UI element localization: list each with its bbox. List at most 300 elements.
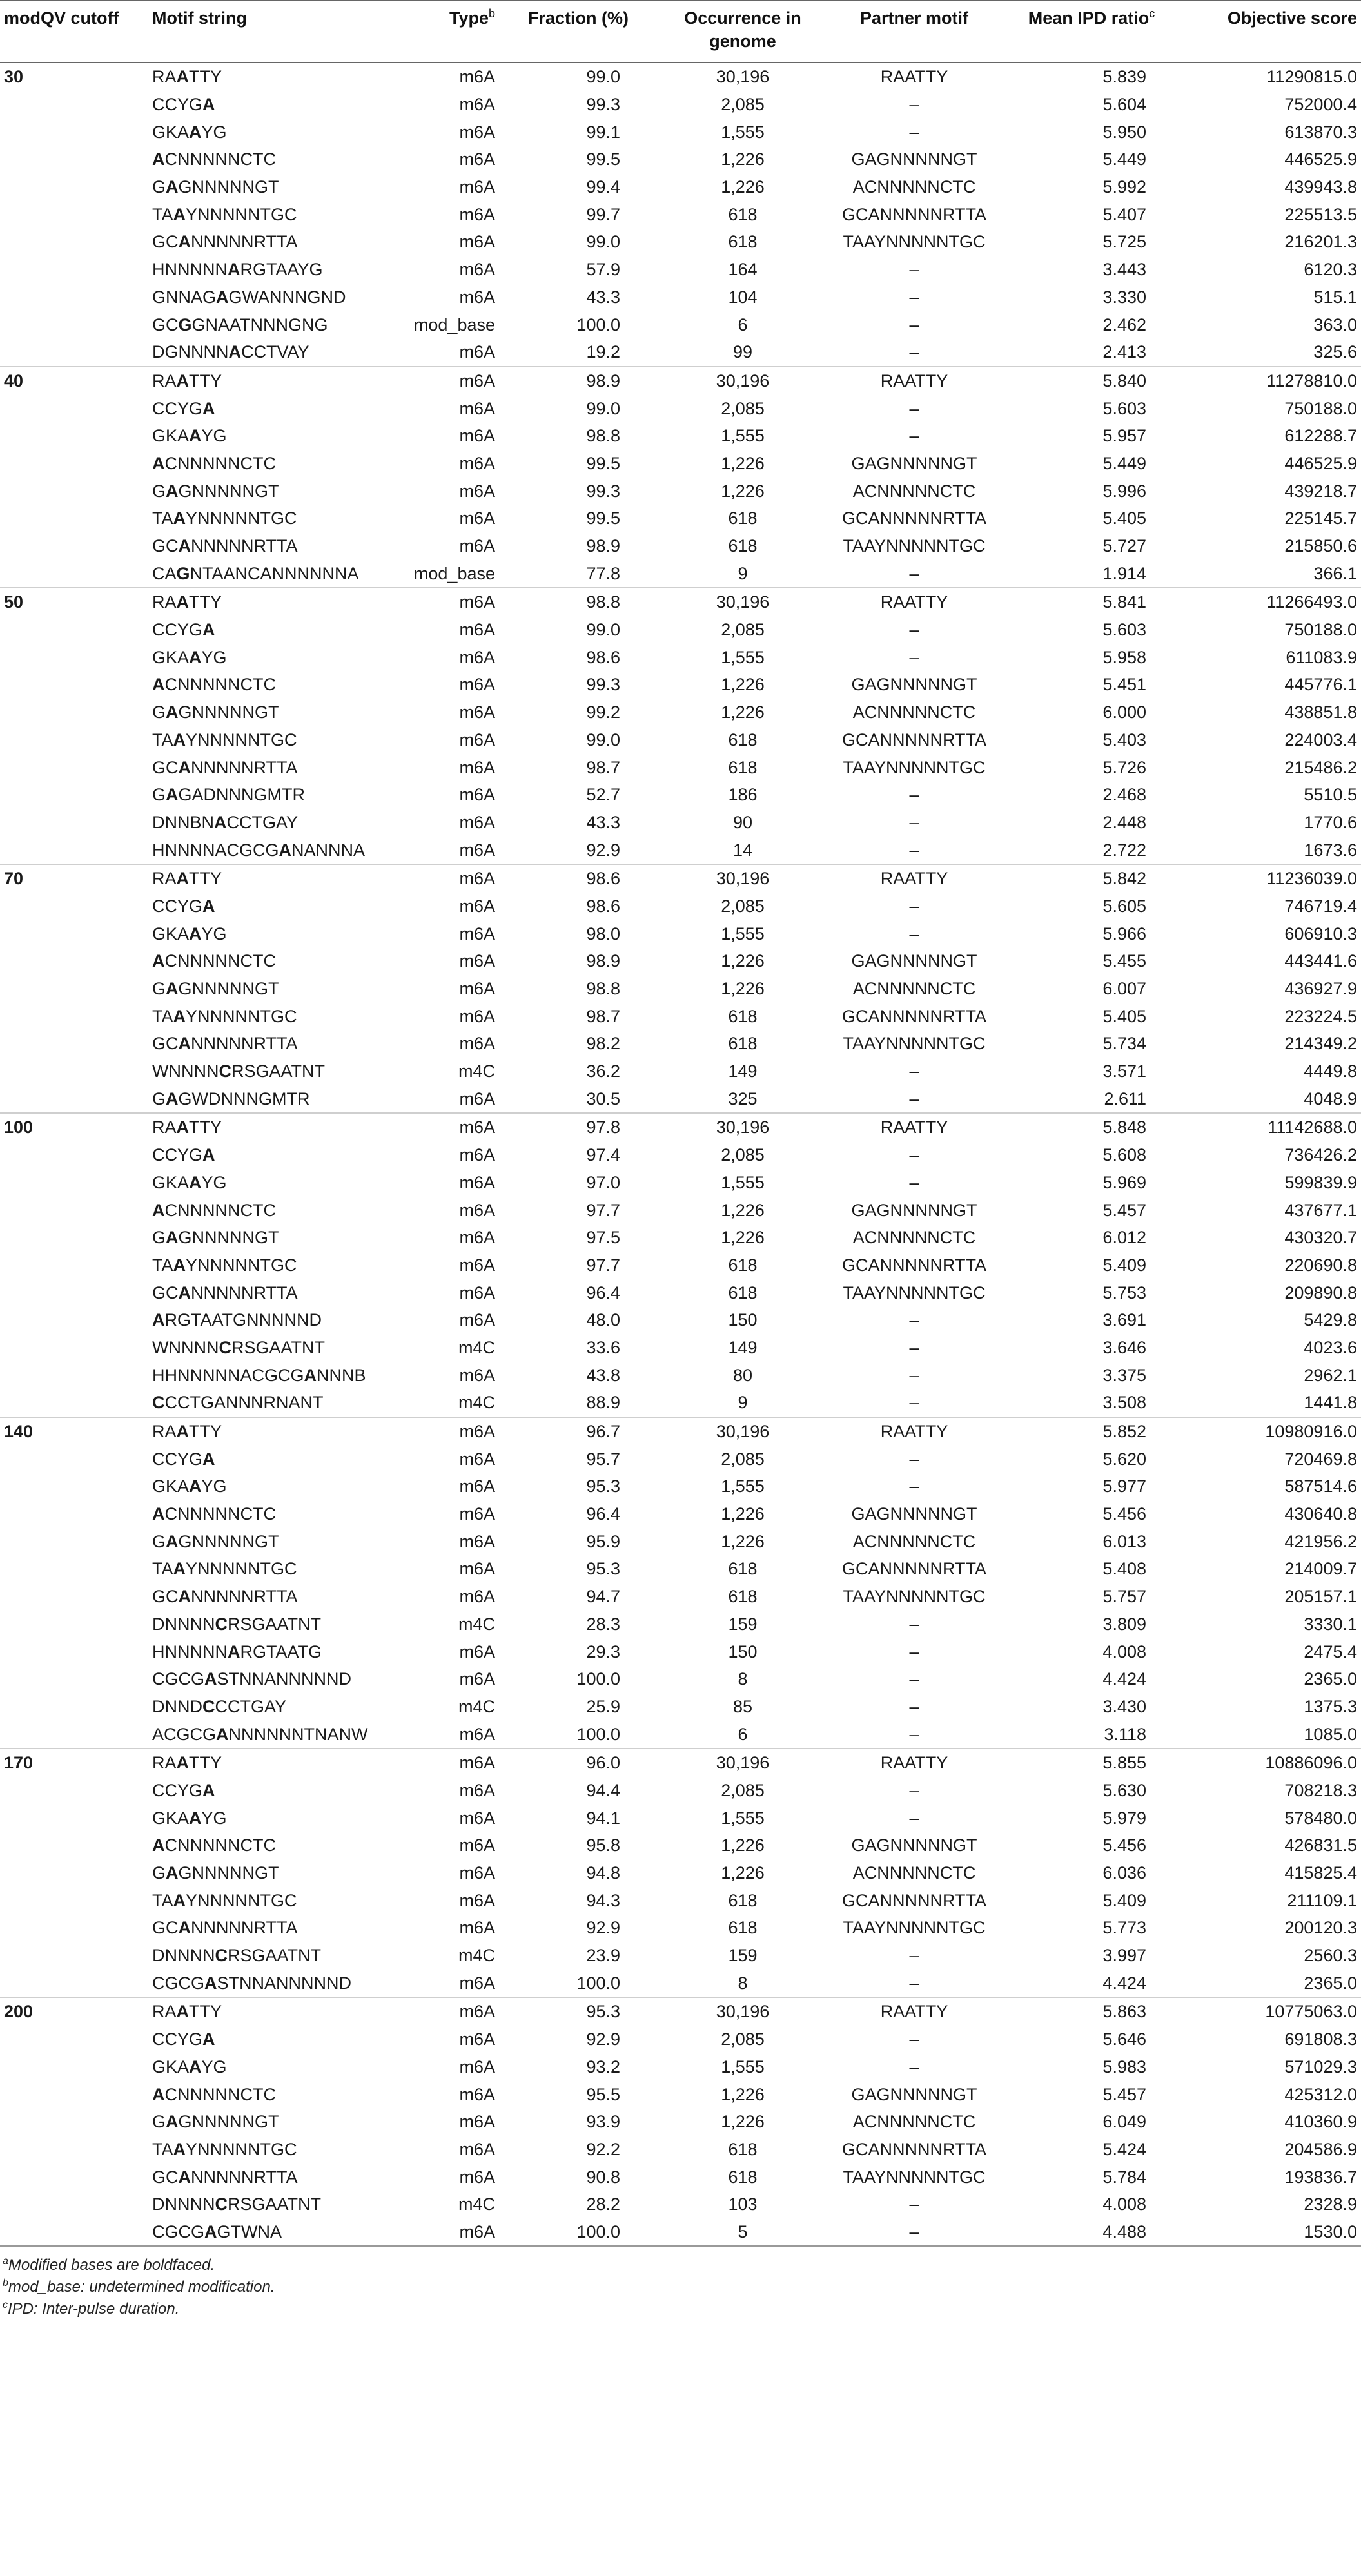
fraction-cell: 95.3 <box>499 1997 658 2026</box>
fraction-cell: 23.9 <box>586 1946 620 1966</box>
modqv-cutoff-cell <box>0 1500 150 1528</box>
partner-motif-cell: TAAYNNNNNTGC <box>843 1034 986 1054</box>
modqv-cutoff-cell <box>0 2136 150 2164</box>
partner-motif-cell: RAATTY <box>880 67 948 87</box>
modified-base: A <box>204 1973 217 1993</box>
occurrence-cell: 30,196 <box>658 1113 828 1141</box>
objective-score-cell: 5510.5 <box>1304 785 1357 805</box>
objective-score-cell: 11266493.0 <box>1182 588 1361 616</box>
motif-string-cell: HNNNNACGCGANANNNA <box>152 840 366 860</box>
mean-ipd-cell: 5.726 <box>1102 757 1146 777</box>
objective-score-cell: 1673.6 <box>1304 840 1357 860</box>
occurrence-cell: 2,085 <box>721 1449 765 1469</box>
motif-string-cell: RAATTY <box>150 1417 409 1446</box>
objective-score-cell: 205157.1 <box>1284 1587 1357 1607</box>
mean-ipd-cell: 5.852 <box>1001 1417 1182 1446</box>
type-cell: m6A <box>459 840 495 860</box>
footnote <box>3 2276 1361 2298</box>
modqv-cutoff-cell <box>0 2108 150 2136</box>
objective-score-cell: 750188.0 <box>1284 620 1357 640</box>
modified-base: A <box>166 702 179 722</box>
objective-score-cell: 11236039.0 <box>1182 864 1361 893</box>
partner-motif-cell: – <box>909 1449 919 1469</box>
occurrence-cell: 1,226 <box>721 1228 765 1248</box>
occurrence-cell: 5 <box>658 2218 828 2247</box>
modqv-cutoff-cell <box>0 118 150 146</box>
motif-string-cell: ACNNNNNCTC <box>152 675 276 695</box>
modified-base: A <box>166 785 179 805</box>
type-cell: m6A <box>459 453 495 473</box>
table-row <box>0 893 1361 920</box>
partner-motif-cell: GAGNNNNNGT <box>851 951 977 971</box>
type-cell: m6A <box>459 1973 495 1993</box>
modqv-cutoff-cell <box>0 1002 150 1030</box>
occurrence-cell: 149 <box>728 1337 758 1357</box>
occurrence-cell: 1,226 <box>721 702 765 722</box>
fraction-cell: 92.9 <box>586 840 620 860</box>
modified-base: C <box>215 1614 228 1634</box>
modqv-cutoff-cell <box>0 477 150 505</box>
fraction-cell: 28.2 <box>586 2194 620 2214</box>
fraction-cell: 57.9 <box>586 260 620 280</box>
table-row <box>0 864 1361 893</box>
partner-motif-cell: – <box>909 563 919 583</box>
occurrence-cell: 618 <box>728 204 758 224</box>
modqv-cutoff-cell <box>0 1252 150 1279</box>
mean-ipd-cell: 5.727 <box>1102 536 1146 556</box>
partner-motif-cell: RAATTY <box>828 367 1001 395</box>
occurrence-cell: 30,196 <box>716 67 770 87</box>
partner-motif-cell: – <box>909 1145 919 1165</box>
type-cell: m6A <box>459 620 495 640</box>
type-cell: m6A <box>459 1780 495 1800</box>
occurrence-cell: 6 <box>738 1724 748 1744</box>
modqv-cutoff-cell <box>0 671 150 699</box>
objective-score-cell: 10775063.0 <box>1182 1997 1361 2026</box>
fraction-cell: 93.9 <box>586 2112 620 2132</box>
type-cell: m4C <box>458 1946 495 1966</box>
objective-score-cell: 578480.0 <box>1284 1808 1357 1828</box>
partner-motif-cell: – <box>909 260 919 280</box>
modqv-cutoff-cell <box>0 505 150 532</box>
objective-score-cell: 1441.8 <box>1304 1393 1357 1413</box>
type-cell: m6A <box>459 1255 495 1275</box>
table-row <box>0 1500 1361 1528</box>
table-row <box>0 146 1361 173</box>
modified-base: C <box>219 1337 231 1357</box>
objective-score-cell: 445776.1 <box>1284 675 1357 695</box>
modified-base: A <box>304 1365 317 1385</box>
modqv-cutoff-cell <box>0 1611 150 1638</box>
fraction-cell: 99.3 <box>586 95 620 115</box>
fraction-cell: 98.8 <box>499 588 658 616</box>
objective-score-cell: 5429.8 <box>1304 1310 1357 1330</box>
type-cell: m6A <box>459 398 495 418</box>
partner-motif-cell: GCANNNNNRTTA <box>841 204 986 224</box>
mean-ipd-cell: 5.863 <box>1001 1997 1182 2026</box>
modqv-cutoff-cell <box>0 975 150 1003</box>
partner-motif-cell: RAATTY <box>828 1113 1001 1141</box>
table-row <box>0 588 1361 616</box>
fraction-cell: 98.8 <box>586 979 620 999</box>
motif-string-cell: GAGNNNNNGT <box>152 702 279 722</box>
objective-score-cell: 2962.1 <box>1304 1365 1357 1385</box>
motif-string-cell: CGCGAGTWNA <box>150 2218 409 2247</box>
fraction-cell: 98.9 <box>586 536 620 556</box>
type-cell: m6A <box>459 1310 495 1330</box>
mean-ipd-cell: 5.841 <box>1001 588 1182 616</box>
objective-score-cell: 214349.2 <box>1284 1034 1357 1054</box>
objective-score-cell: 224003.4 <box>1284 730 1357 750</box>
motif-string-cell: TAAYNNNNNTGC <box>152 508 297 528</box>
modqv-cutoff-cell <box>0 1665 150 1693</box>
fraction-cell: 98.8 <box>586 426 620 446</box>
type-cell: m6A <box>459 647 495 667</box>
fraction-cell: 100.0 <box>576 1724 620 1744</box>
mean-ipd-cell: 3.809 <box>1102 1614 1146 1634</box>
table-row <box>0 1361 1361 1389</box>
occurrence-cell: 618 <box>728 1559 758 1579</box>
objective-score-cell: 611083.9 <box>1286 647 1357 667</box>
partner-motif-cell: RAATTY <box>828 1997 1001 2026</box>
type-cell: m6A <box>459 260 495 280</box>
occurrence-cell: 159 <box>728 1614 758 1634</box>
modqv-cutoff-cell <box>0 1638 150 1665</box>
modified-base: A <box>176 1118 190 1138</box>
objective-score-cell: 443441.6 <box>1284 951 1357 971</box>
motif-string-cell: TAAYNNNNNTGC <box>152 204 297 224</box>
table-row <box>0 256 1361 284</box>
motif-string-cell: CCYGA <box>152 95 215 115</box>
partner-motif-cell: – <box>909 1337 919 1357</box>
occurrence-cell: 2,085 <box>721 896 765 916</box>
occurrence-cell: 99 <box>732 342 753 362</box>
occurrence-cell: 1,555 <box>721 1477 765 1496</box>
motif-string-cell: CCYGA <box>152 620 215 640</box>
fraction-cell: 48.0 <box>586 1310 620 1330</box>
modqv-cutoff-cell <box>0 1720 150 1748</box>
header-modqv-cutoff: modQV cutoff <box>4 8 119 28</box>
type-cell: m6A <box>459 67 495 87</box>
objective-score-cell: 720469.8 <box>1284 1449 1357 1469</box>
motif-string-cell: GKAAYG <box>152 426 227 446</box>
table-row <box>0 63 1361 91</box>
objective-score-cell: 410360.9 <box>1284 2112 1357 2132</box>
partner-motif-cell: – <box>909 2057 919 2077</box>
modified-base: A <box>176 1753 190 1773</box>
modified-base: A <box>216 1724 229 1744</box>
mean-ipd-cell: 5.734 <box>1102 1034 1146 1054</box>
objective-score-cell: 211109.1 <box>1287 1890 1357 1910</box>
partner-motif-cell: TAAYNNNNNTGC <box>843 1283 986 1303</box>
modqv-cutoff-cell <box>0 836 150 864</box>
type-cell: m6A <box>409 1417 499 1446</box>
mean-ipd-cell: 4.008 <box>1102 2194 1146 2214</box>
partner-motif-cell: – <box>909 398 919 418</box>
objective-score-cell: 2560.3 <box>1304 1946 1357 1966</box>
modified-base: A <box>176 869 190 889</box>
table-row <box>0 1997 1361 2026</box>
type-cell: m6A <box>459 1669 495 1689</box>
motif-string-cell: DNNNNCRSGAATNT <box>152 1614 322 1634</box>
motif-string-cell: GCGGNAATNNNGNG <box>152 315 328 334</box>
partner-motif-cell: – <box>909 1780 919 1800</box>
motif-string-cell: WNNNNCRSGAATNT <box>152 1061 325 1081</box>
mean-ipd-cell: 2.462 <box>1102 315 1146 334</box>
motif-string-cell: ACNNNNNCTC <box>152 951 276 971</box>
occurrence-cell: 618 <box>728 1283 758 1303</box>
type-cell: m6A <box>459 1504 495 1524</box>
modified-base: A <box>166 979 179 999</box>
header-partner-motif: Partner motif <box>859 8 969 28</box>
modified-base: A <box>178 232 191 252</box>
partner-motif-cell: – <box>828 2218 1001 2247</box>
motif-string-cell: GKAAYG <box>152 1477 227 1496</box>
modified-base: A <box>173 1559 186 1579</box>
modified-base: A <box>152 453 165 473</box>
modified-base: A <box>173 2139 186 2159</box>
objective-score-cell: 446525.9 <box>1284 453 1357 473</box>
objective-score-cell: 225513.5 <box>1284 204 1357 224</box>
type-cell: m6A <box>459 1145 495 1165</box>
partner-motif-cell: RAATTY <box>828 1748 1001 1777</box>
occurrence-cell: 618 <box>728 536 758 556</box>
occurrence-cell: 618 <box>728 1587 758 1607</box>
partner-motif-cell: – <box>909 924 919 944</box>
type-cell: m6A <box>459 1365 495 1385</box>
motif-string-cell: GAGNNNNNGT <box>152 177 279 197</box>
modified-base: A <box>166 1089 179 1109</box>
occurrence-cell: 8 <box>738 1973 748 1993</box>
mean-ipd-cell: 5.456 <box>1102 1504 1146 1524</box>
modqv-cutoff-cell <box>0 1859 150 1887</box>
occurrence-cell: 8 <box>738 1669 748 1689</box>
occurrence-cell: 2,085 <box>721 398 765 418</box>
table-row <box>0 1969 1361 1997</box>
occurrence-cell: 2,085 <box>721 2029 765 2049</box>
partner-motif-cell: – <box>909 1310 919 1330</box>
header-row <box>0 1 1361 63</box>
occurrence-cell: 1,555 <box>721 122 765 142</box>
modqv-cutoff-cell <box>0 450 150 478</box>
partner-motif-cell: – <box>909 1061 919 1081</box>
fraction-cell: 99.0 <box>586 232 620 252</box>
modified-base: A <box>173 1255 186 1275</box>
fraction-cell: 99.2 <box>586 702 620 722</box>
mean-ipd-cell: 2.448 <box>1102 812 1146 832</box>
table-row <box>0 2218 1361 2247</box>
type-cell: m6A <box>459 924 495 944</box>
mean-ipd-cell: 2.468 <box>1102 785 1146 805</box>
objective-score-cell: 2328.9 <box>1304 2194 1357 2214</box>
table-row <box>0 200 1361 228</box>
mean-ipd-cell: 5.405 <box>1102 1006 1146 1026</box>
motif-string-cell: CCYGA <box>152 1780 215 1800</box>
modified-base: A <box>202 1780 215 1800</box>
occurrence-cell: 1,226 <box>721 1200 765 1220</box>
type-cell: m6A <box>459 2167 495 2187</box>
occurrence-cell: 618 <box>728 1034 758 1054</box>
objective-score-cell: 325.6 <box>1313 342 1357 362</box>
mean-ipd-cell: 5.408 <box>1102 1559 1146 1579</box>
partner-motif-cell: ACNNNNNCTC <box>852 2112 976 2132</box>
partner-motif-cell: – <box>909 2029 919 2049</box>
fraction-cell: 98.6 <box>586 647 620 667</box>
table-row <box>0 726 1361 754</box>
modified-base: A <box>173 1890 186 1910</box>
modqv-cutoff-cell: 50 <box>0 588 150 616</box>
modqv-cutoff-cell <box>0 1555 150 1583</box>
fraction-cell: 29.3 <box>586 1641 620 1661</box>
occurrence-cell: 159 <box>728 1946 758 1966</box>
type-cell: m6A <box>459 1200 495 1220</box>
table-row <box>0 532 1361 560</box>
motif-string-cell: GAGNNNNNGT <box>152 979 279 999</box>
modified-base: A <box>189 2057 202 2077</box>
partner-motif-cell: – <box>909 1614 919 1634</box>
objective-score-cell: 11278810.0 <box>1182 367 1361 395</box>
type-cell: m6A <box>459 1890 495 1910</box>
fraction-cell: 99.3 <box>586 675 620 695</box>
partner-motif-cell: ACNNNNNCTC <box>852 177 976 197</box>
modified-base: A <box>176 592 190 612</box>
modqv-cutoff-cell <box>0 2053 150 2081</box>
table-row <box>0 2026 1361 2053</box>
modified-base: A <box>173 204 186 224</box>
fraction-cell: 92.9 <box>586 2029 620 2049</box>
fraction-cell: 94.4 <box>586 1780 620 1800</box>
mean-ipd-cell: 5.840 <box>1001 367 1182 395</box>
type-cell: m4C <box>458 1696 495 1716</box>
mean-ipd-cell: 3.443 <box>1102 260 1146 280</box>
occurrence-cell: 1,226 <box>721 2084 765 2104</box>
fraction-cell: 94.1 <box>586 1808 620 1828</box>
mean-ipd-cell: 5.449 <box>1102 150 1146 169</box>
partner-motif-cell: – <box>909 1724 919 1744</box>
type-cell: m6A <box>459 702 495 722</box>
modified-base: A <box>152 675 165 695</box>
table-row <box>0 1030 1361 1058</box>
table-row <box>0 284 1361 311</box>
table-row <box>0 2163 1361 2191</box>
fraction-cell: 97.7 <box>586 1200 620 1220</box>
occurrence-cell: 1,226 <box>721 675 765 695</box>
fraction-cell: 99.5 <box>586 508 620 528</box>
table-row <box>0 1886 1361 1914</box>
modified-base: A <box>152 1835 165 1855</box>
header-type: Type$^b$ <box>449 7 495 28</box>
occurrence-cell: 618 <box>728 2139 758 2159</box>
occurrence-cell: 30,196 <box>658 1997 828 2026</box>
table-row <box>0 2108 1361 2136</box>
partner-motif-cell: – <box>909 1089 919 1109</box>
objective-score-cell: 436927.9 <box>1284 979 1357 999</box>
type-cell: m6A <box>459 2112 495 2132</box>
occurrence-cell: 30,196 <box>658 1417 828 1446</box>
modqv-cutoff-cell: 70 <box>0 864 150 893</box>
motif-string-cell: GKAAYG <box>152 122 227 142</box>
modified-base: A <box>202 2029 215 2049</box>
table-row <box>0 1748 1361 1777</box>
motif-string-cell: TAAYNNNNNTGC <box>152 730 297 750</box>
mean-ipd-cell: 5.855 <box>1001 1748 1182 1777</box>
occurrence-cell: 30,196 <box>658 864 828 893</box>
table-row <box>0 836 1361 864</box>
footnote-text: Modified bases are boldfaced. <box>8 2256 215 2274</box>
type-cell: m6A <box>459 2084 495 2104</box>
table-row <box>0 422 1361 450</box>
modified-base: A <box>166 1863 179 1883</box>
motif-string-cell: RAATTY <box>152 67 222 87</box>
mean-ipd-cell: 5.630 <box>1102 1780 1146 1800</box>
occurrence-cell: 1,555 <box>721 924 765 944</box>
type-cell: m6A <box>409 1113 499 1141</box>
motif-string-cell: GAGNNNNNGT <box>152 1863 279 1883</box>
table-row <box>0 1196 1361 1224</box>
mean-ipd-cell: 5.457 <box>1102 1200 1146 1220</box>
motif-string-cell: CCYGA <box>152 1145 215 1165</box>
motif-string-cell: TAAYNNNNNTGC <box>152 1890 297 1910</box>
type-cell: m6A <box>459 508 495 528</box>
modified-base: A <box>189 426 202 446</box>
objective-score-cell: 215850.6 <box>1284 536 1357 556</box>
occurrence-cell: 9 <box>738 1393 748 1413</box>
mean-ipd-cell: 4.424 <box>1102 1973 1146 1993</box>
mean-ipd-cell: 3.118 <box>1104 1724 1146 1744</box>
fraction-cell: 94.3 <box>586 1890 620 1910</box>
fraction-cell: 99.1 <box>586 122 620 142</box>
motif-string-cell: GAGNNNNNGT <box>152 481 279 501</box>
modqv-cutoff-cell <box>0 1306 150 1334</box>
motif-string-cell: GCANNNNNRTTA <box>152 1587 298 1607</box>
fraction-cell: 96.0 <box>499 1748 658 1777</box>
partner-motif-cell: GAGNNNNNGT <box>851 1835 977 1855</box>
table-row <box>0 1417 1361 1446</box>
occurrence-cell: 103 <box>728 2194 758 2214</box>
modified-base: A <box>173 508 186 528</box>
mean-ipd-cell: 5.842 <box>1001 864 1182 893</box>
objective-score-cell: 4048.9 <box>1304 1089 1357 1109</box>
objective-score-cell: 2365.0 <box>1304 1669 1357 1689</box>
modqv-cutoff-cell <box>0 1693 150 1721</box>
motif-string-cell: HHNNNNNACGCGANNNB <box>152 1365 366 1385</box>
modified-base: A <box>152 1310 165 1330</box>
partner-motif-cell: TAAYNNNNNTGC <box>843 757 986 777</box>
fraction-cell: 98.7 <box>586 757 620 777</box>
occurrence-cell: 150 <box>728 1310 758 1330</box>
fraction-cell: 100.0 <box>499 2218 658 2247</box>
modified-base: A <box>189 924 202 944</box>
occurrence-cell: 14 <box>732 840 753 860</box>
modqv-cutoff-cell <box>0 284 150 311</box>
occurrence-cell: 618 <box>728 1006 758 1026</box>
objective-score-cell: 599839.9 <box>1284 1172 1357 1192</box>
motif-string-cell: RAATTY <box>150 1748 409 1777</box>
fraction-cell: 95.3 <box>586 1559 620 1579</box>
motif-string-cell: ACNNNNNCTC <box>152 1835 276 1855</box>
partner-motif-cell: – <box>909 426 919 446</box>
objective-score-cell: 204586.9 <box>1284 2139 1357 2159</box>
modified-base: A <box>173 1006 186 1026</box>
fraction-cell: 98.9 <box>499 367 658 395</box>
objective-score-cell: 708218.3 <box>1284 1780 1357 1800</box>
table-row <box>0 1058 1361 1085</box>
modified-base: A <box>202 398 215 418</box>
fraction-cell: 94.7 <box>586 1587 620 1607</box>
table-row <box>0 1113 1361 1141</box>
objective-score-cell: 515.1 <box>1313 287 1357 307</box>
modified-base: A <box>166 1228 179 1248</box>
